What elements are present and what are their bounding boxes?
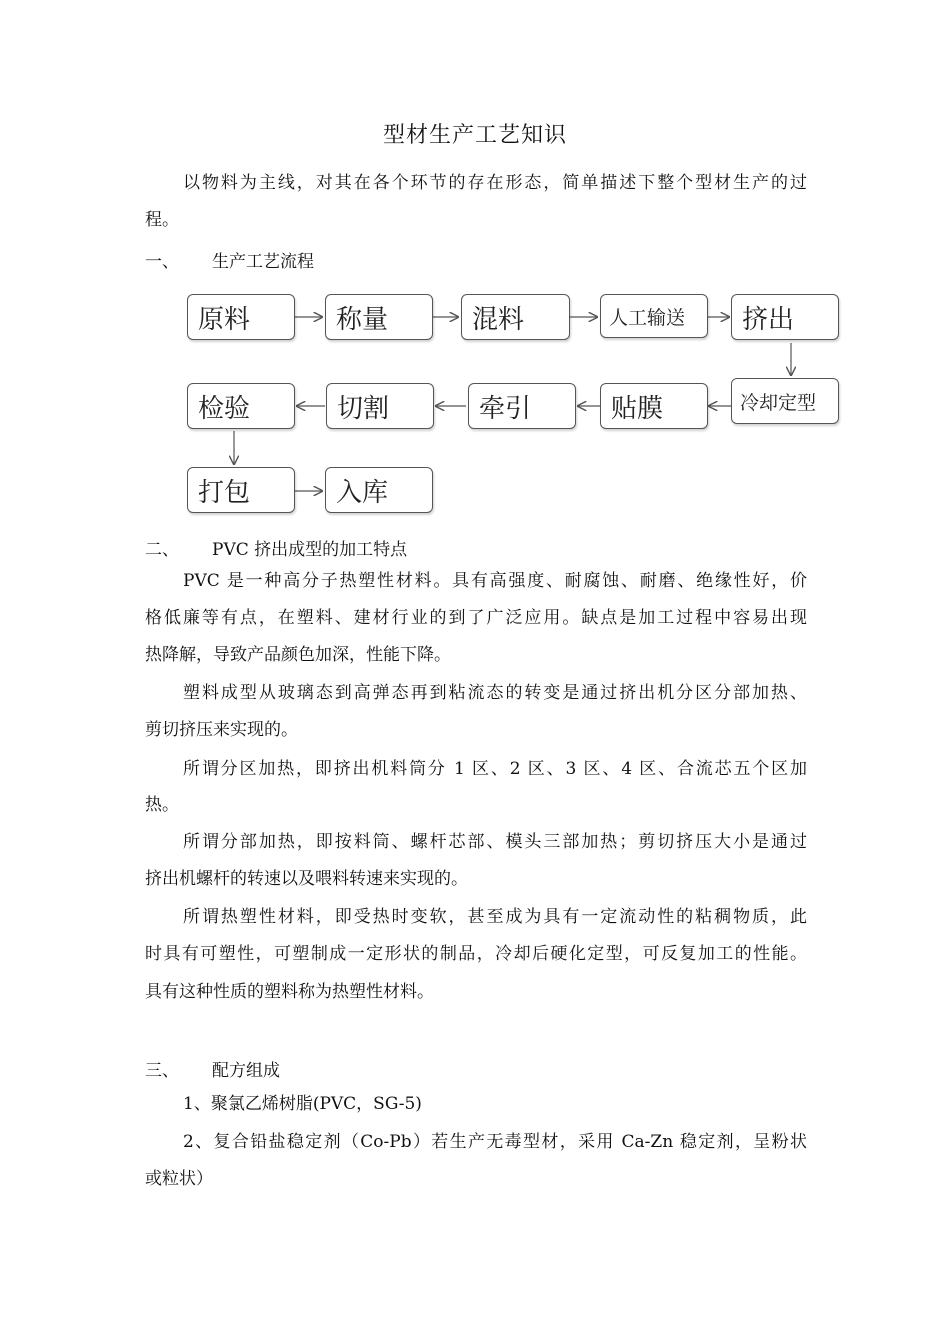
section-2-title: PVC 挤出成型的加工特点 [212, 540, 408, 560]
flow-step-qianyin: 牵引 [468, 383, 576, 429]
section-3-title: 配方组成 [212, 1061, 280, 1081]
formula-item-2-line-2: 或粒状） [145, 1169, 213, 1189]
flow-step-lengque: 冷却定型 [731, 378, 839, 424]
section-1-number: 一、 [145, 252, 179, 272]
intro-line-1: 以物料为主线，对其在各个环节的存在形态，简单描述下整个型材生产的过 [183, 173, 807, 193]
paragraph-line: PVC 是一种高分子热塑性材料。具有高强度、耐腐蚀、耐磨、绝缘性好，价 [183, 571, 807, 591]
paragraph-line: 时具有可塑性，可塑制成一定形状的制品，冷却后硬化定型，可反复加工的性能。 [145, 944, 807, 964]
formula-item-2-line-1: 2、复合铅盐稳定剂（Co-Pb）若生产无毒型材，采用 Ca-Zn 稳定剂，呈粉状 [183, 1132, 807, 1152]
paragraph-line: 所谓分区加热，即挤出机料筒分 1 区、2 区、3 区、4 区、合流芯五个区加 [183, 759, 807, 779]
paragraph-line: 所谓热塑性材料，即受热时变软，甚至成为具有一定流动性的粘稠物质，此 [183, 907, 807, 927]
flow-step-rengong: 人工输送 [600, 294, 708, 338]
flow-step-dabao: 打包 [187, 467, 295, 513]
flow-step-ruku: 入库 [325, 467, 433, 513]
formula-item-1: 1、聚氯乙烯树脂(PVC，SG-5) [183, 1094, 422, 1114]
paragraph-line: 具有这种性质的塑料称为热塑性材料。 [145, 982, 434, 1002]
section-2-number: 二、 [145, 540, 179, 560]
flow-step-hunliao: 混料 [461, 294, 570, 340]
process-flow-arrows [0, 0, 950, 540]
paragraph-line: 格低廉等有点，在塑料、建材行业的到了广泛应用。缺点是加工过程中容易出现 [145, 608, 807, 628]
paragraph-line: 剪切挤压来实现的。 [145, 720, 298, 740]
flow-step-jianyan: 检验 [187, 383, 295, 429]
flow-step-jichu: 挤出 [731, 294, 839, 340]
paragraph-line: 挤出机螺杆的转速以及喂料转速来实现的。 [145, 869, 468, 889]
flow-step-tiemo: 贴膜 [600, 383, 708, 429]
flow-step-qiege: 切割 [326, 383, 434, 429]
paragraph-line: 热降解，导致产品颜色加深，性能下降。 [145, 645, 451, 665]
page-title: 型材生产工艺知识 [382, 123, 567, 148]
paragraph-line: 塑料成型从玻璃态到高弹态再到粘流态的转变是通过挤出机分区分部加热、 [183, 683, 807, 703]
section-1-title: 生产工艺流程 [212, 252, 314, 272]
flow-step-chengliang: 称量 [325, 294, 433, 340]
section-3-number: 三、 [145, 1061, 179, 1081]
paragraph-line: 热。 [145, 795, 179, 815]
flow-step-yuanliao: 原料 [187, 294, 295, 340]
paragraph-line: 所谓分部加热，即按料筒、螺杆芯部、模头三部加热；剪切挤压大小是通过 [183, 832, 807, 852]
intro-line-2: 程。 [145, 210, 179, 230]
